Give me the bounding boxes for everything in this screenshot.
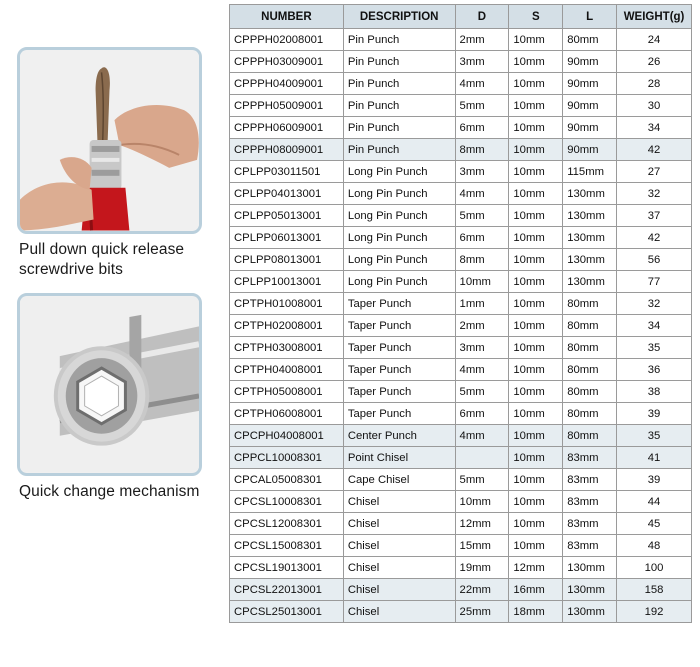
cell-weight: 24: [617, 29, 692, 51]
caption-quick-release: Pull down quick release screwdrive bits: [19, 241, 185, 278]
cell-s: 10mm: [509, 95, 563, 117]
cell-description: Chisel: [343, 513, 455, 535]
cell-description: Long Pin Punch: [343, 227, 455, 249]
cell-s: 10mm: [509, 315, 563, 337]
cell-s: 10mm: [509, 249, 563, 271]
cell-weight: 32: [617, 183, 692, 205]
cell-l: 80mm: [563, 425, 617, 447]
cell-d: 8mm: [455, 249, 509, 271]
cell-s: 10mm: [509, 425, 563, 447]
cell-d: 4mm: [455, 359, 509, 381]
cell-s: 10mm: [509, 469, 563, 491]
table-row: [230, 73, 692, 95]
cell-description: Long Pin Punch: [343, 205, 455, 227]
cell-description: Pin Punch: [343, 29, 455, 51]
cell-d: 6mm: [455, 403, 509, 425]
header-weight: WEIGHT(g): [617, 5, 692, 29]
cell-l: 90mm: [563, 117, 617, 139]
cell-number: CPCSL22013001: [230, 579, 344, 601]
cell-weight: 48: [617, 535, 692, 557]
cell-d: 5mm: [455, 469, 509, 491]
cell-l: 80mm: [563, 403, 617, 425]
cell-number: CPLPP04013001: [230, 183, 344, 205]
table-row: [230, 601, 692, 623]
hand-holding-bit-image: [20, 50, 199, 231]
cell-number: CPTPH05008001: [230, 381, 344, 403]
cell-weight: 77: [617, 271, 692, 293]
table-row: [230, 227, 692, 249]
cell-s: 12mm: [509, 557, 563, 579]
cell-s: 10mm: [509, 513, 563, 535]
cell-l: 130mm: [563, 227, 617, 249]
cell-s: 10mm: [509, 271, 563, 293]
cell-number: CPLPP10013001: [230, 271, 344, 293]
cell-number: CPTPH01008001: [230, 293, 344, 315]
cell-l: 80mm: [563, 29, 617, 51]
table-row: [230, 183, 692, 205]
cell-description: Long Pin Punch: [343, 271, 455, 293]
cell-s: 18mm: [509, 601, 563, 623]
cell-description: Pin Punch: [343, 51, 455, 73]
header-d: D: [455, 5, 509, 29]
cell-d: 6mm: [455, 117, 509, 139]
table-row: [230, 161, 692, 183]
cell-s: 10mm: [509, 491, 563, 513]
cell-description: Chisel: [343, 557, 455, 579]
cell-number: CPCAL05008301: [230, 469, 344, 491]
cell-description: Chisel: [343, 601, 455, 623]
cell-s: 10mm: [509, 139, 563, 161]
cell-weight: 34: [617, 117, 692, 139]
cell-d: [455, 447, 509, 469]
cell-s: 10mm: [509, 293, 563, 315]
table-row: [230, 205, 692, 227]
cell-number: CPCSL10008301: [230, 491, 344, 513]
cell-number: CPPPH02008001: [230, 29, 344, 51]
cell-s: 10mm: [509, 359, 563, 381]
cell-d: 10mm: [455, 491, 509, 513]
cell-l: 130mm: [563, 183, 617, 205]
cell-number: CPTPH06008001: [230, 403, 344, 425]
cell-l: 80mm: [563, 315, 617, 337]
cell-description: Taper Punch: [343, 403, 455, 425]
cell-s: 10mm: [509, 337, 563, 359]
cell-weight: 158: [617, 579, 692, 601]
specification-table: [229, 4, 692, 623]
cell-number: CPPPH08009001: [230, 139, 344, 161]
cell-l: 83mm: [563, 491, 617, 513]
cell-l: 90mm: [563, 139, 617, 161]
cell-number: CPPPH06009001: [230, 117, 344, 139]
cell-number: CPPPH03009001: [230, 51, 344, 73]
cell-d: 6mm: [455, 227, 509, 249]
cell-d: 19mm: [455, 557, 509, 579]
table-header-row: [230, 5, 692, 29]
cell-d: 3mm: [455, 51, 509, 73]
cell-s: 10mm: [509, 381, 563, 403]
cell-l: 83mm: [563, 447, 617, 469]
cell-description: Taper Punch: [343, 315, 455, 337]
cell-s: 10mm: [509, 447, 563, 469]
table-row: [230, 29, 692, 51]
cell-l: 83mm: [563, 535, 617, 557]
cell-description: Long Pin Punch: [343, 183, 455, 205]
cell-d: 5mm: [455, 381, 509, 403]
cell-number: CPPPH04009001: [230, 73, 344, 95]
cell-description: Long Pin Punch: [343, 249, 455, 271]
table-row: [230, 557, 692, 579]
table-row: [230, 249, 692, 271]
cell-l: 130mm: [563, 271, 617, 293]
product-photo-quick-change: [17, 293, 202, 476]
table-row: [230, 95, 692, 117]
cell-d: 22mm: [455, 579, 509, 601]
cell-d: 8mm: [455, 139, 509, 161]
table-row: [230, 51, 692, 73]
cell-l: 130mm: [563, 579, 617, 601]
cell-description: Taper Punch: [343, 293, 455, 315]
cell-description: Long Pin Punch: [343, 161, 455, 183]
hex-socket-image: [20, 296, 199, 473]
cell-description: Pin Punch: [343, 117, 455, 139]
cell-number: CPLPP08013001: [230, 249, 344, 271]
cell-s: 10mm: [509, 29, 563, 51]
cell-number: CPCSL25013001: [230, 601, 344, 623]
cell-s: 10mm: [509, 51, 563, 73]
table-row: [230, 139, 692, 161]
table-row: [230, 469, 692, 491]
cell-weight: 100: [617, 557, 692, 579]
cell-number: CPCSL15008301: [230, 535, 344, 557]
cell-s: 10mm: [509, 73, 563, 95]
table-row: [230, 271, 692, 293]
cell-weight: 56: [617, 249, 692, 271]
cell-l: 90mm: [563, 51, 617, 73]
cell-d: 15mm: [455, 535, 509, 557]
cell-l: 130mm: [563, 205, 617, 227]
cell-description: Chisel: [343, 535, 455, 557]
product-photo-quick-release: [17, 47, 202, 234]
header-l: L: [563, 5, 617, 29]
caption-quick-change: Quick change mechanism: [19, 483, 200, 500]
cell-weight: 32: [617, 293, 692, 315]
cell-weight: 36: [617, 359, 692, 381]
cell-d: 4mm: [455, 73, 509, 95]
cell-weight: 37: [617, 205, 692, 227]
cell-l: 130mm: [563, 601, 617, 623]
cell-d: 4mm: [455, 183, 509, 205]
cell-weight: 42: [617, 139, 692, 161]
cell-weight: 26: [617, 51, 692, 73]
cell-s: 10mm: [509, 205, 563, 227]
cell-weight: 34: [617, 315, 692, 337]
cell-weight: 42: [617, 227, 692, 249]
cell-s: 10mm: [509, 227, 563, 249]
cell-number: CPLPP05013001: [230, 205, 344, 227]
cell-description: Pin Punch: [343, 95, 455, 117]
cell-weight: 35: [617, 337, 692, 359]
cell-description: Taper Punch: [343, 359, 455, 381]
cell-number: CPCSL12008301: [230, 513, 344, 535]
cell-l: 130mm: [563, 557, 617, 579]
table-row: [230, 491, 692, 513]
cell-l: 80mm: [563, 359, 617, 381]
cell-l: 83mm: [563, 513, 617, 535]
cell-d: 2mm: [455, 29, 509, 51]
cell-description: Pin Punch: [343, 139, 455, 161]
table-row: [230, 579, 692, 601]
cell-d: 12mm: [455, 513, 509, 535]
cell-number: CPTPH03008001: [230, 337, 344, 359]
cell-l: 90mm: [563, 95, 617, 117]
table-row: [230, 293, 692, 315]
cell-description: Taper Punch: [343, 337, 455, 359]
cell-d: 25mm: [455, 601, 509, 623]
cell-description: Center Punch: [343, 425, 455, 447]
table-row: [230, 381, 692, 403]
header-s: S: [509, 5, 563, 29]
cell-weight: 39: [617, 403, 692, 425]
cell-description: Point Chisel: [343, 447, 455, 469]
table-row: [230, 425, 692, 447]
cell-l: 115mm: [563, 161, 617, 183]
cell-weight: 39: [617, 469, 692, 491]
cell-weight: 41: [617, 447, 692, 469]
cell-l: 80mm: [563, 293, 617, 315]
cell-s: 16mm: [509, 579, 563, 601]
cell-weight: 27: [617, 161, 692, 183]
table-row: [230, 403, 692, 425]
cell-weight: 45: [617, 513, 692, 535]
table-row: [230, 447, 692, 469]
cell-l: 80mm: [563, 337, 617, 359]
table-row: [230, 513, 692, 535]
cell-weight: 38: [617, 381, 692, 403]
cell-weight: 44: [617, 491, 692, 513]
cell-d: 5mm: [455, 95, 509, 117]
header-number: NUMBER: [230, 5, 344, 29]
cell-weight: 35: [617, 425, 692, 447]
cell-description: Chisel: [343, 579, 455, 601]
header-description: DESCRIPTION: [343, 5, 455, 29]
cell-s: 10mm: [509, 117, 563, 139]
cell-weight: 28: [617, 73, 692, 95]
cell-number: CPTPH04008001: [230, 359, 344, 381]
cell-d: 1mm: [455, 293, 509, 315]
cell-weight: 192: [617, 601, 692, 623]
cell-d: 3mm: [455, 337, 509, 359]
table-row: [230, 359, 692, 381]
table-body: [230, 29, 692, 623]
table-row: [230, 535, 692, 557]
table-row: [230, 117, 692, 139]
cell-l: 80mm: [563, 381, 617, 403]
cell-d: 2mm: [455, 315, 509, 337]
cell-d: 10mm: [455, 271, 509, 293]
cell-number: CPCPH04008001: [230, 425, 344, 447]
cell-weight: 30: [617, 95, 692, 117]
left-panel: [0, 0, 222, 667]
cell-d: 4mm: [455, 425, 509, 447]
cell-description: Taper Punch: [343, 381, 455, 403]
cell-description: Pin Punch: [343, 73, 455, 95]
cell-l: 130mm: [563, 249, 617, 271]
cell-l: 83mm: [563, 469, 617, 491]
table-row: [230, 337, 692, 359]
cell-number: CPLPP06013001: [230, 227, 344, 249]
cell-number: CPTPH02008001: [230, 315, 344, 337]
cell-description: Cape Chisel: [343, 469, 455, 491]
table-row: [230, 315, 692, 337]
cell-s: 10mm: [509, 403, 563, 425]
cell-description: Chisel: [343, 491, 455, 513]
cell-number: CPPPH05009001: [230, 95, 344, 117]
cell-number: CPCSL19013001: [230, 557, 344, 579]
cell-d: 3mm: [455, 161, 509, 183]
cell-number: CPPCL10008301: [230, 447, 344, 469]
cell-d: 5mm: [455, 205, 509, 227]
cell-s: 10mm: [509, 535, 563, 557]
cell-number: CPLPP03011501: [230, 161, 344, 183]
cell-l: 90mm: [563, 73, 617, 95]
cell-s: 10mm: [509, 183, 563, 205]
cell-s: 10mm: [509, 161, 563, 183]
